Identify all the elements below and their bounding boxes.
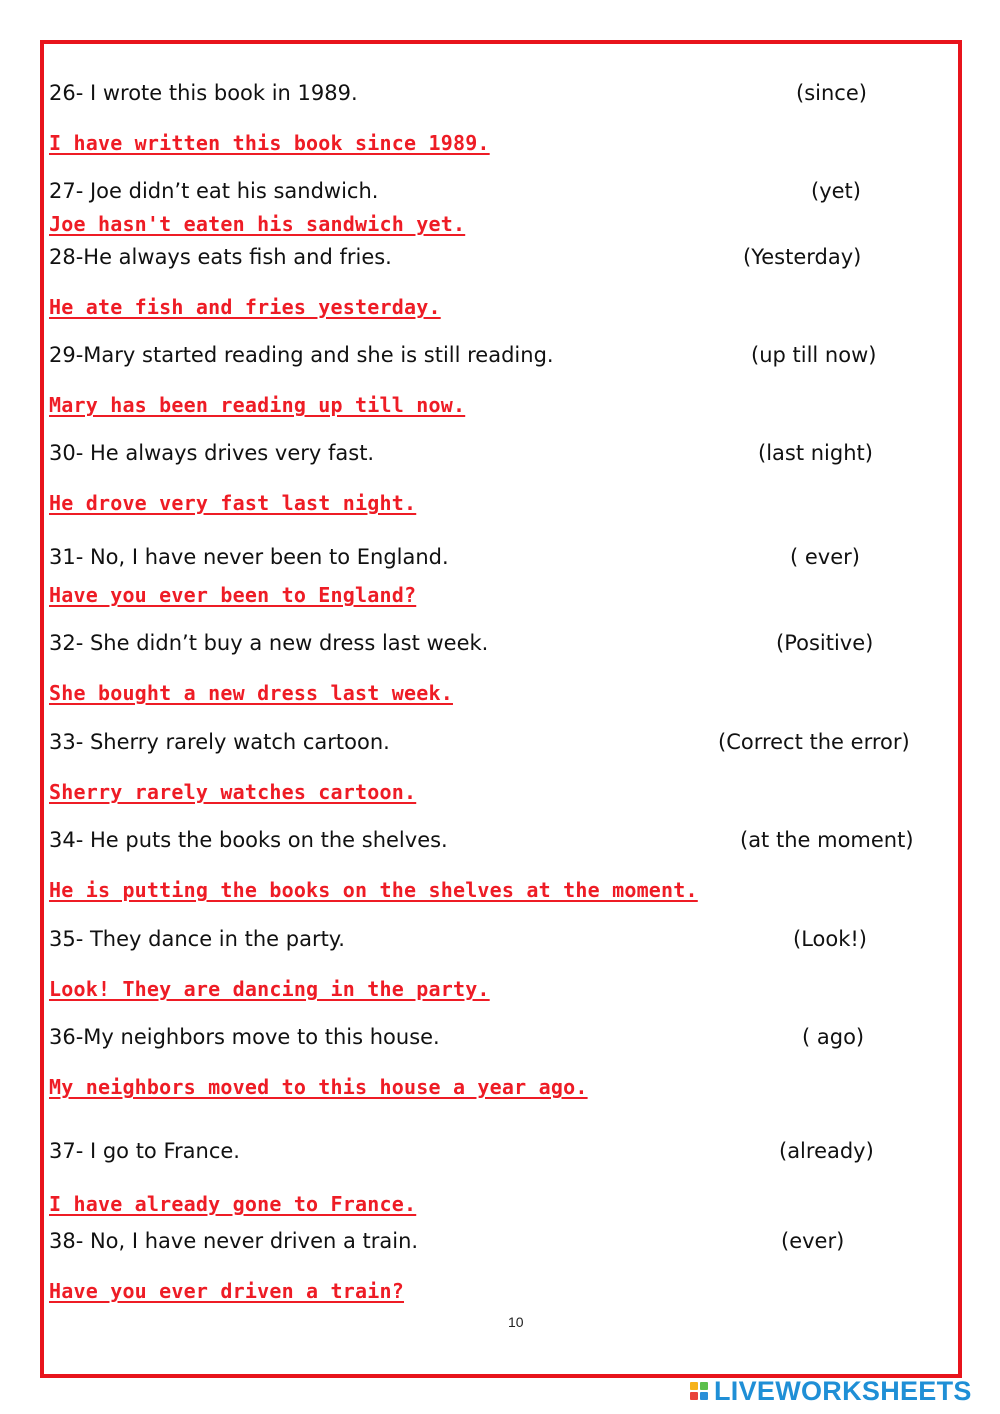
answer-29: Mary has been reading up till now. bbox=[49, 393, 466, 417]
hint-28: (Yesterday) bbox=[743, 245, 862, 269]
brand-name: LIVEWORKSHEETS bbox=[714, 1375, 972, 1406]
answer-30: He drove very fast last night. bbox=[49, 491, 417, 515]
answer-33: Sherry rarely watches cartoon. bbox=[49, 780, 417, 804]
hint-29: (up till now) bbox=[751, 343, 877, 367]
answer-35: Look! They are dancing in the party. bbox=[49, 977, 490, 1001]
question-32: 32- She didn’t buy a new dress last week. bbox=[49, 631, 489, 655]
page-number: 10 bbox=[508, 1314, 524, 1330]
answer-26: I have written this book since 1989. bbox=[49, 131, 490, 155]
hint-27: (yet) bbox=[811, 179, 861, 203]
question-28: 28-He always eats fish and fries. bbox=[49, 245, 392, 269]
question-31: 31- No, I have never been to England. bbox=[49, 545, 449, 569]
question-26: 26- I wrote this book in 1989. bbox=[49, 81, 358, 105]
question-29: 29-Mary started reading and she is still reading. bbox=[49, 343, 554, 367]
answer-37: I have already gone to France. bbox=[49, 1192, 417, 1216]
liveworksheets-brand[interactable] bbox=[690, 1377, 972, 1405]
answer-27: Joe hasn't eaten his sandwich yet. bbox=[49, 212, 466, 236]
answer-34: He is putting the books on the shelves at the moment. bbox=[49, 878, 698, 902]
answer-31: Have you ever been to England? bbox=[49, 583, 417, 607]
hint-38: (ever) bbox=[781, 1229, 845, 1253]
hint-37: (already) bbox=[779, 1139, 874, 1163]
question-30: 30- He always drives very fast. bbox=[49, 441, 375, 465]
answer-38: Have you ever driven a train? bbox=[49, 1279, 404, 1303]
hint-32: (Positive) bbox=[776, 631, 874, 655]
hint-34: (at the moment) bbox=[740, 828, 914, 852]
hint-30: (last night) bbox=[758, 441, 873, 465]
answer-32: She bought a new dress last week. bbox=[49, 681, 453, 705]
question-38: 38- No, I have never driven a train. bbox=[49, 1229, 419, 1253]
hint-26: (since) bbox=[796, 81, 867, 105]
page-border bbox=[40, 40, 962, 1378]
answer-36: My neighbors moved to this house a year ago. bbox=[49, 1075, 588, 1099]
hint-36: ( ago) bbox=[802, 1025, 865, 1049]
question-37: 37- I go to France. bbox=[49, 1139, 240, 1163]
question-36: 36-My neighbors move to this house. bbox=[49, 1025, 440, 1049]
question-27: 27- Joe didn’t eat his sandwich. bbox=[49, 179, 379, 203]
answer-28: He ate fish and fries yesterday. bbox=[49, 295, 441, 319]
question-33: 33- Sherry rarely watch cartoon. bbox=[49, 730, 390, 754]
liveworksheets-logo-icon bbox=[690, 1382, 708, 1400]
question-35: 35- They dance in the party. bbox=[49, 927, 345, 951]
hint-33: (Correct the error) bbox=[718, 730, 910, 754]
hint-31: ( ever) bbox=[790, 545, 860, 569]
question-34: 34- He puts the books on the shelves. bbox=[49, 828, 448, 852]
hint-35: (Look!) bbox=[793, 927, 867, 951]
